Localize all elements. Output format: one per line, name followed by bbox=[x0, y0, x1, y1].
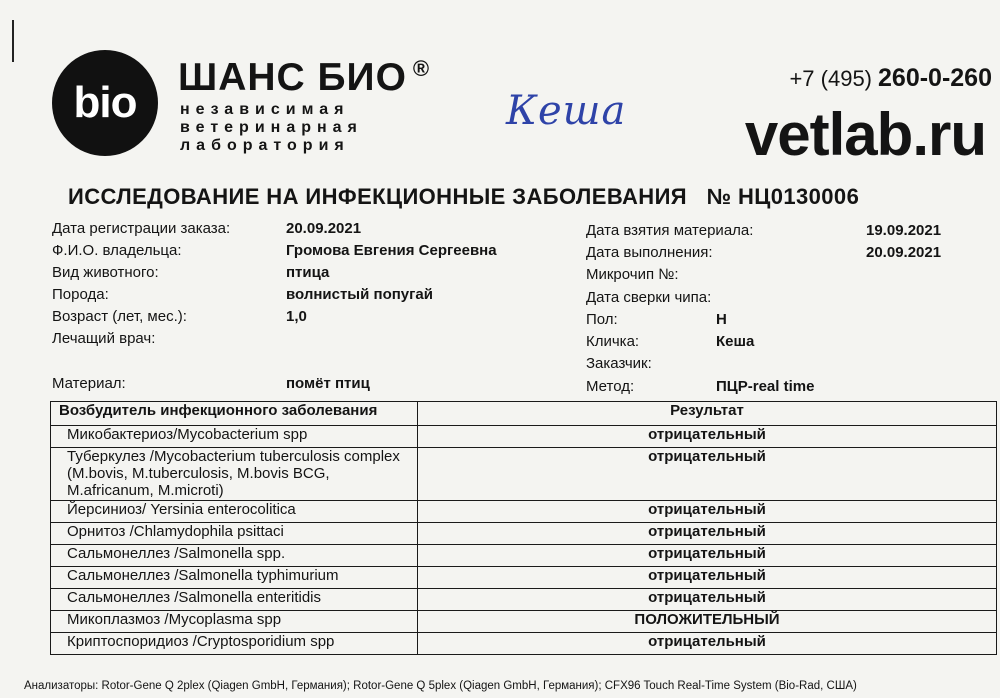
title-text: ИССЛЕДОВАНИЕ НА ИНФЕКЦИОННЫЕ ЗАБОЛЕВАНИЯ bbox=[68, 184, 688, 209]
table-row bbox=[51, 611, 997, 633]
document-number: № НЦ0130006 bbox=[706, 184, 860, 209]
field-label-customer: Заказчик: bbox=[586, 355, 652, 372]
tagline-line-1: независимая bbox=[180, 101, 350, 118]
phone bbox=[789, 64, 992, 93]
field-label-microchip: Микрочип №: bbox=[586, 266, 679, 283]
method-value: ПЦР-real time bbox=[716, 378, 815, 395]
result-cell: отрицательный bbox=[418, 589, 997, 611]
result-cell: отрицательный bbox=[418, 448, 997, 501]
registered-mark: ® bbox=[412, 56, 431, 81]
result-cell: отрицательный bbox=[418, 523, 997, 545]
pathogen-cell: Микобактериоз/Mycobacterium spp bbox=[51, 426, 418, 448]
field-value-completion-date: 20.09.2021 bbox=[866, 244, 942, 261]
pathogen-cell: Туберкулез /Mycobacterium tuberculosis complex (M.bovis, M.tuberculosis, M.bovis BCG, M.africanum, M.microti) bbox=[51, 448, 418, 501]
pathogen-cell: Микоплазмоз /Mycoplasma spp bbox=[51, 611, 418, 633]
field-label-chip-check-date: Дата сверки чипа: bbox=[586, 289, 712, 306]
field-label-doctor: Лечащий врач: bbox=[52, 330, 156, 347]
pathogen-cell: Криптоспоридиоз /Cryptosporidium spp bbox=[51, 633, 418, 655]
table-row bbox=[51, 448, 997, 501]
field-value-registration-date: 20.09.2021 bbox=[286, 220, 362, 237]
phone-prefix: +7 (495) bbox=[789, 66, 873, 91]
field-value-breed: волнистый попугай bbox=[286, 286, 433, 303]
header-result: Результат bbox=[418, 402, 997, 426]
header-pathogen: Возбудитель инфекционного заболевания bbox=[51, 402, 418, 426]
pathogen-cell: Орнитоз /Chlamydophila psittaci bbox=[51, 523, 418, 545]
field-label-sex: Пол: bbox=[586, 311, 618, 328]
field-value-sample-date: 19.09.2021 bbox=[866, 222, 942, 239]
pathogen-cell: Сальмонеллез /Salmonella spp. bbox=[51, 545, 418, 567]
field-label-age: Возраст (лет, мес.): bbox=[52, 308, 187, 325]
field-label-sample-date: Дата взятия материала: bbox=[586, 222, 754, 239]
field-value-species: птица bbox=[286, 264, 330, 281]
field-label-breed: Порода: bbox=[52, 286, 109, 303]
phone-number: 260-0-260 bbox=[878, 64, 992, 92]
table-row bbox=[51, 589, 997, 611]
results-table bbox=[50, 401, 997, 655]
brand-title: ШАНС БИО bbox=[178, 56, 407, 99]
field-label-pet-name: Кличка: bbox=[586, 333, 640, 350]
field-label-owner: Ф.И.О. владельца: bbox=[52, 242, 182, 259]
result-cell: отрицательный bbox=[418, 501, 997, 523]
margin-mark bbox=[12, 20, 14, 62]
table-row bbox=[51, 545, 997, 567]
pathogen-cell: Сальмонеллез /Salmonella enteritidis bbox=[51, 589, 418, 611]
result-cell: отрицательный bbox=[418, 426, 997, 448]
field-value-owner: Громова Евгения Сергеевна bbox=[286, 242, 497, 259]
document-title bbox=[68, 184, 859, 210]
table-row bbox=[51, 633, 997, 655]
logo-text: bio bbox=[73, 78, 137, 127]
analyzers-footer: Анализаторы: Rotor-Gene Q 2plex (Qiagen GmbH, Германия); Rotor-Gene Q 5plex (Qiagen GmbH, Германия); CFX96 Touch Real-Time System (Bio-Rad, США) bbox=[24, 680, 857, 692]
field-value-pet-name: Кеша bbox=[716, 333, 755, 350]
table-row bbox=[51, 567, 997, 589]
brand-name bbox=[178, 56, 430, 100]
table-row bbox=[51, 523, 997, 545]
material-label: Материал: bbox=[52, 375, 126, 392]
method-label: Метод: bbox=[586, 378, 635, 395]
table-header-row bbox=[51, 402, 997, 426]
field-label-species: Вид животного: bbox=[52, 264, 159, 281]
result-cell: ПОЛОЖИТЕЛЬНЫЙ bbox=[418, 611, 997, 633]
field-label-registration-date: Дата регистрации заказа: bbox=[52, 220, 231, 237]
tagline-line-3: лаборатория bbox=[180, 137, 350, 154]
website: vetlab.ru bbox=[744, 101, 986, 168]
material-value: помёт птиц bbox=[286, 375, 370, 392]
table-row bbox=[51, 426, 997, 448]
result-cell: отрицательный bbox=[418, 567, 997, 589]
pathogen-cell: Сальмонеллез /Salmonella typhimurium bbox=[51, 567, 418, 589]
field-value-age: 1,0 bbox=[286, 308, 307, 325]
table-row bbox=[51, 501, 997, 523]
result-cell: отрицательный bbox=[418, 545, 997, 567]
field-label-completion-date: Дата выполнения: bbox=[586, 244, 713, 261]
field-value-sex: Н bbox=[716, 311, 727, 328]
result-cell: отрицательный bbox=[418, 633, 997, 655]
handwritten-pet-name: Кеша bbox=[506, 88, 627, 134]
pathogen-cell: Йерсиниоз/ Yersinia enterocolitica bbox=[51, 501, 418, 523]
tagline-line-2: ветеринарная bbox=[180, 119, 363, 136]
